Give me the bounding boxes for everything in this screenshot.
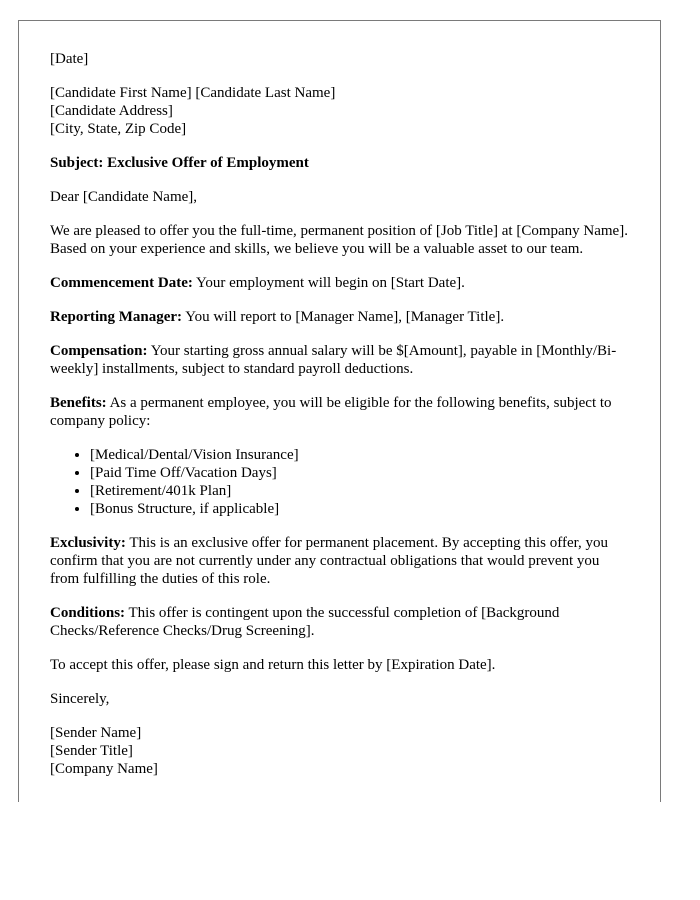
exclusivity-label: Exclusivity: (50, 535, 126, 551)
closing: Sincerely, (50, 691, 110, 707)
salutation: Dear [Candidate Name], (50, 189, 198, 205)
recipient-name: [Candidate First Name] [Candidate Last Name] (50, 85, 336, 101)
conditions-text: This offer is contingent upon the successful completion of [Background Checks/Reference Checks/Drug Screening]. (50, 605, 560, 639)
list-item: • [Bonus Structure, if applicable] (90, 500, 630, 518)
recipient-address: [Candidate Address] (50, 103, 173, 119)
exclusivity-text: This is an exclusive offer for permanent placement. By accepting this offer, you confirm that you are not currently under any contractual obligations that would prevent you from fulfilling the duties of this role. (50, 535, 609, 587)
compensation-text: Your starting gross annual salary will be $[Amount], payable in [Monthly/Bi-weekly] installments, subject to standard payroll deductions. (50, 343, 617, 377)
exclusivity-paragraph (50, 534, 630, 588)
recipient-block (50, 84, 630, 138)
compensation-paragraph (50, 342, 630, 378)
compensation-label: Compensation: (50, 343, 148, 359)
sender-title: [Sender Title] (50, 743, 133, 759)
list-item: • [Paid Time Off/Vacation Days] (90, 464, 630, 482)
manager-paragraph (50, 308, 630, 326)
recipient-city-state-zip: [City, State, Zip Code] (50, 121, 187, 137)
conditions-paragraph (50, 604, 630, 640)
manager-text: You will report to [Manager Name], [Manager Title]. (182, 309, 505, 325)
commencement-text: Your employment will begin on [Start Date]. (192, 275, 465, 291)
intro-paragraph: We are pleased to offer you the full-time, permanent position of [Job Title] at [Company Name]. Based on your experience and skills, we believe you will be a valuable asset to our team. (50, 223, 628, 257)
manager-label: Reporting Manager: (50, 309, 183, 325)
commencement-paragraph (50, 274, 630, 292)
acceptance-paragraph: To accept this offer, please sign and return this letter by [Expiration Date]. (50, 657, 496, 673)
sender-name: [Sender Name] (50, 725, 142, 741)
letter-date: [Date] (50, 51, 89, 67)
commencement-label: Commencement Date: (50, 275, 193, 291)
benefits-list (50, 446, 630, 518)
sender-block (50, 724, 630, 778)
subject-text: Subject: Exclusive Offer of Employment (50, 155, 309, 171)
benefits-text: As a permanent employee, you will be eligible for the following benefits, subject to company policy: (50, 395, 612, 429)
sender-company: [Company Name] (50, 761, 158, 777)
subject-line (50, 154, 630, 172)
list-item: • [Retirement/401k Plan] (90, 482, 630, 500)
benefits-paragraph (50, 394, 630, 430)
list-item: • [Medical/Dental/Vision Insurance] (90, 446, 630, 464)
conditions-label: Conditions: (50, 605, 126, 621)
benefits-label: Benefits: (50, 395, 107, 411)
offer-letter (18, 20, 661, 802)
